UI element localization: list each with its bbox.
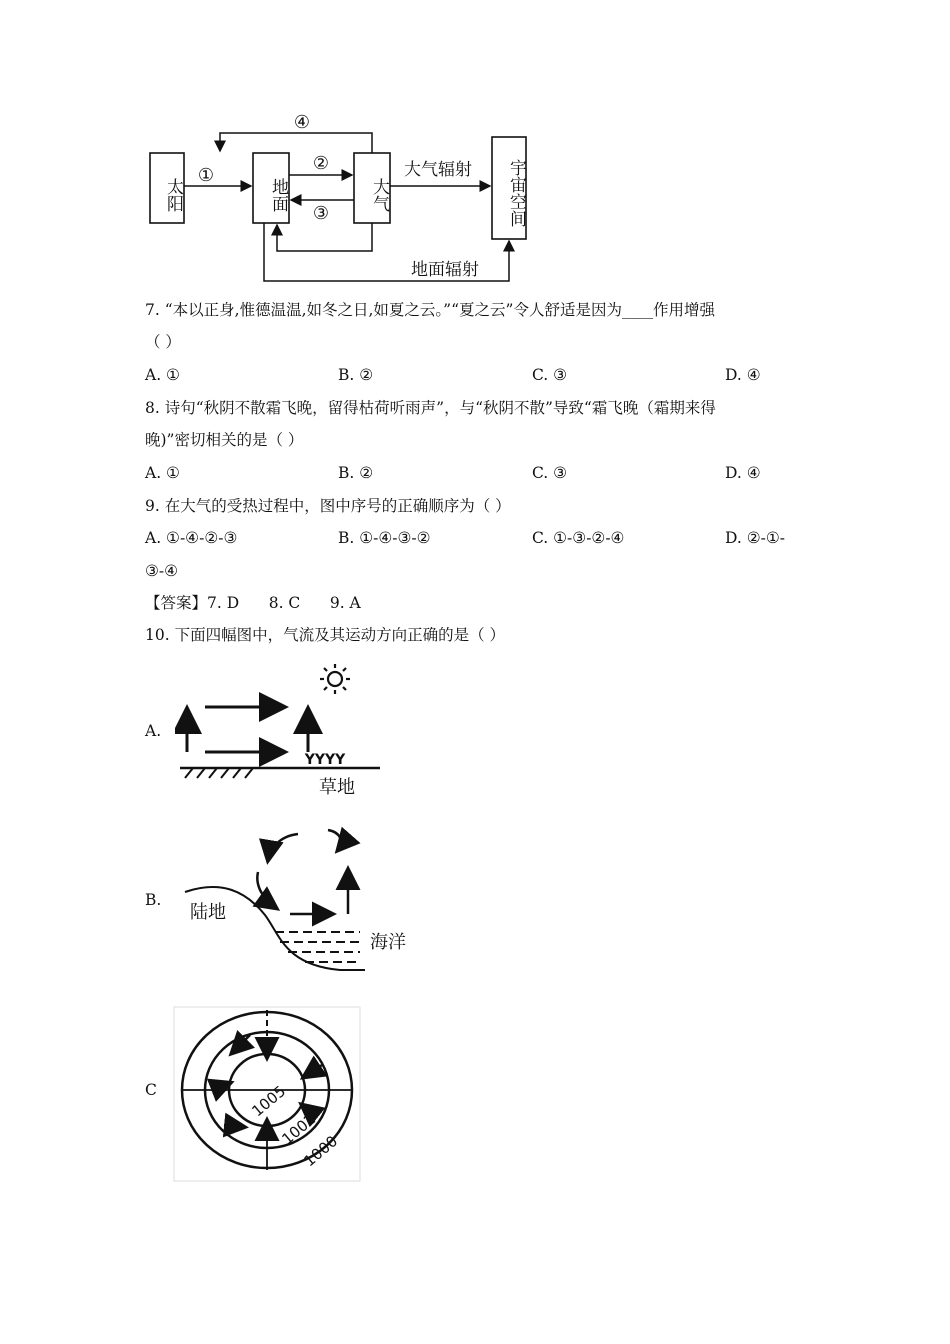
fig-c-label-1005: 1005 (248, 1082, 290, 1121)
q10-label-a: A. (145, 722, 162, 740)
fig-c-label-1000: 1000 (300, 1132, 342, 1171)
q10-text: 10. 下面四幅图中，气流及其运动方向正确的是（ ） (145, 626, 506, 644)
q9-option-d: D. ②-①- (725, 529, 785, 547)
fig-c-arrow-right (304, 1065, 322, 1077)
fig-a-grass-label: 草地 (319, 777, 355, 798)
fig-b-curve-arrow-left (257, 872, 276, 908)
q8-text-cont: 晚)”密切相关的是（ ） (145, 431, 304, 449)
figure-a (175, 660, 390, 800)
atmosphere-box-label: 大气 (369, 178, 389, 212)
space-box-label: 宇宙空间 (506, 159, 526, 227)
q7-option-a: A. ① (145, 366, 180, 384)
q7-option-c: C. ③ (532, 366, 568, 384)
q7-option-d: D. ④ (725, 366, 761, 384)
label-ground-rad: 地面辐射 (411, 260, 479, 280)
answer-line: 【答案】7. D 8. C 9. A (145, 594, 361, 612)
q8-text: 8. 诗句“秋阴不散霜飞晚，留得枯荷听雨声”，与“秋阴不散”导致“霜飞晚（霜期来得 (145, 399, 716, 417)
q9-option-b: B. ①-④-③-② (338, 529, 431, 547)
label-n4: ④ (293, 112, 311, 133)
figure-c (172, 1005, 362, 1185)
sun-icon (320, 664, 350, 694)
arrow-4 (220, 133, 372, 153)
q8-option-b: B. ② (338, 464, 374, 482)
atmosphere-heating-diagram (140, 105, 540, 290)
q8-option-a: A. ① (145, 464, 180, 482)
fig-b-land-label: 陆地 (190, 902, 226, 923)
fig-c-arrow-left (212, 1083, 230, 1090)
q9-text: 9. 在大气的受热过程中，图中序号的正确顺序为（ ） (145, 497, 511, 515)
q7-option-b: B. ② (338, 366, 374, 384)
q10-label-c: C (145, 1081, 157, 1099)
figure-b (180, 820, 420, 980)
fig-c-arrow-bottomleft (224, 1125, 244, 1127)
fig-a-grass-marks: YYYY (304, 752, 346, 768)
q8-option-c: C. ③ (532, 464, 568, 482)
sun-box-label: 太阳 (163, 178, 183, 212)
q9-option-a: A. ①-④-②-③ (145, 529, 238, 547)
label-n3: ③ (312, 203, 330, 224)
q8-option-d: D. ④ (725, 464, 761, 482)
fig-b-land-profile (185, 887, 365, 970)
q9-option-c: C. ①-③-②-④ (532, 529, 625, 547)
fig-b-curve-arrow-top (268, 834, 298, 860)
q7-text-cont: （ ） (145, 333, 181, 351)
label-n2: ② (312, 153, 330, 174)
fig-b-sea-label: 海洋 (370, 932, 406, 953)
fig-c-label-1002: 1002 (278, 1110, 320, 1149)
label-atmos-rad: 大气辐射 (404, 160, 472, 180)
fig-b-curve-arrow-right (328, 830, 341, 850)
label-n1: ① (197, 165, 215, 186)
q9-option-d-wrap: ③-④ (145, 562, 179, 580)
fig-a-hatching (185, 768, 253, 778)
ground-box-label: 地面 (268, 178, 288, 212)
q7-text: 7. “本以正身,惟德温温,如冬之日,如夏之云。”“夏之云”令人舒适是因为____作用增强 (145, 301, 715, 319)
q10-label-b: B. (145, 891, 162, 909)
